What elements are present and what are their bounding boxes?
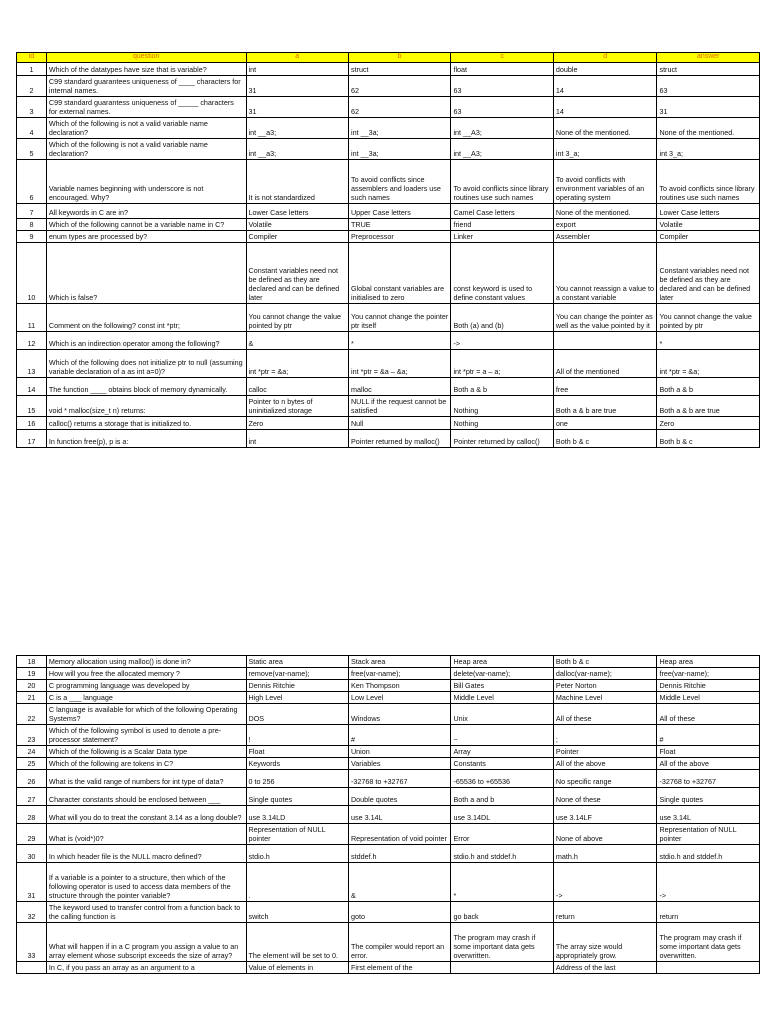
cell-b: -32768 to +32767: [348, 770, 450, 788]
cell-c: const keyword is used to define constant values: [451, 243, 553, 304]
cell-answer: Both a & b are true: [657, 396, 760, 417]
cell-a: use 3.14LD: [246, 806, 348, 824]
cell-id: 17: [17, 430, 47, 448]
cell-question: C99 standard guarantess uniqueness of _____ characters for external names.: [46, 97, 246, 118]
cell-c: Nothing: [451, 396, 553, 417]
cell-answer: struct: [657, 63, 760, 76]
header-question: question: [46, 53, 246, 63]
cell-question: What is the valid range of numbers for int type of data?: [46, 770, 246, 788]
cell-a: Lower Case letters: [246, 204, 348, 219]
cell-question: What is (void*)0?: [46, 824, 246, 845]
cell-id: 23: [17, 725, 47, 746]
cell-answer: None of the mentioned.: [657, 118, 760, 139]
cell-answer: int *ptr = &a;: [657, 350, 760, 378]
cell-answer: free(var-name);: [657, 668, 760, 680]
cell-a: Pointer to n bytes of uninitialized storage: [246, 396, 348, 417]
table-row: [17, 304, 760, 332]
cell-d: Peter Norton: [553, 680, 657, 692]
cell-question: C99 standard guarantees uniqueness of ____ characters for internal names.: [46, 76, 246, 97]
cell-b: Stack area: [348, 656, 450, 668]
cell-question: In C, if you pass an array as an argument to a: [46, 962, 246, 974]
cell-a: int __a3;: [246, 139, 348, 160]
table-row: [17, 231, 760, 243]
cell-b: use 3.14L: [348, 806, 450, 824]
cell-a: 31: [246, 97, 348, 118]
cell-a: Dennis Ritchie: [246, 680, 348, 692]
table-row: [17, 668, 760, 680]
cell-id: 12: [17, 332, 47, 350]
cell-d: math.h: [553, 845, 657, 863]
cell-c: The program may crash if some important data gets overwritten.: [451, 923, 553, 962]
cell-answer: All of the above: [657, 758, 760, 770]
questions-table-bottom-body: [17, 656, 760, 974]
cell-question: In function free(p), p is a:: [46, 430, 246, 448]
table-row: [17, 430, 760, 448]
cell-answer: use 3.14L: [657, 806, 760, 824]
cell-d: None of above: [553, 824, 657, 845]
cell-answer: All of these: [657, 704, 760, 725]
cell-d: [553, 332, 657, 350]
cell-c: Unix: [451, 704, 553, 725]
table-row: [17, 704, 760, 725]
cell-id: 32: [17, 902, 47, 923]
cell-answer: Both b & c: [657, 430, 760, 448]
cell-a: int: [246, 430, 348, 448]
cell-answer: Dennis Ritchie: [657, 680, 760, 692]
cell-question: Which of the following are tokens in C?: [46, 758, 246, 770]
cell-question: The function ____ obtains block of memory dynamically.: [46, 378, 246, 396]
cell-d: All of the above: [553, 758, 657, 770]
cell-d: Assembler: [553, 231, 657, 243]
table-row: [17, 396, 760, 417]
cell-answer: Single quotes: [657, 788, 760, 806]
cell-answer: 31: [657, 97, 760, 118]
table-row: [17, 160, 760, 204]
cell-d: Address of the last: [553, 962, 657, 974]
table-row: [17, 118, 760, 139]
cell-a: !: [246, 725, 348, 746]
table-row: [17, 824, 760, 845]
cell-answer: Middle Level: [657, 692, 760, 704]
cell-a: int __a3;: [246, 118, 348, 139]
cell-c: int *ptr = a – a;: [451, 350, 553, 378]
cell-a: &: [246, 332, 348, 350]
cell-a: Static area: [246, 656, 348, 668]
cell-id: 9: [17, 231, 47, 243]
cell-d: You can change the pointer as well as the value pointed by it: [553, 304, 657, 332]
questions-table-top: [16, 52, 760, 448]
cell-a: DOS: [246, 704, 348, 725]
cell-d: dalloc(var-name);: [553, 668, 657, 680]
cell-a: Value of elements in: [246, 962, 348, 974]
table-row: [17, 76, 760, 97]
cell-b: Upper Case letters: [348, 204, 450, 219]
cell-a: Float: [246, 746, 348, 758]
cell-id: 6: [17, 160, 47, 204]
cell-b: NULL if the request cannot be satisfied: [348, 396, 450, 417]
cell-b: goto: [348, 902, 450, 923]
cell-answer: The program may crash if some important data gets overwritten.: [657, 923, 760, 962]
cell-a: Representation of NULL pointer: [246, 824, 348, 845]
cell-a: Keywords: [246, 758, 348, 770]
cell-question: In which header file is the NULL macro defined?: [46, 845, 246, 863]
cell-id: 25: [17, 758, 47, 770]
cell-a: 0 to 256: [246, 770, 348, 788]
cell-id: 30: [17, 845, 47, 863]
cell-c: Heap area: [451, 656, 553, 668]
cell-id: 15: [17, 396, 47, 417]
cell-a: Volatile: [246, 219, 348, 231]
cell-d: All of the mentioned: [553, 350, 657, 378]
table-row: [17, 902, 760, 923]
cell-b: *: [348, 332, 450, 350]
table-row: [17, 725, 760, 746]
cell-answer: -32768 to +32767: [657, 770, 760, 788]
cell-d: None of the mentioned.: [553, 204, 657, 219]
table-row: [17, 417, 760, 430]
cell-a: stdio.h: [246, 845, 348, 863]
cell-question: Which of the following is not a valid variable name declaration?: [46, 118, 246, 139]
cell-answer: [657, 962, 760, 974]
header-a: a: [246, 53, 348, 63]
cell-question: Which of the following does not initialize ptr to null (assuming variable declaration of a as int a=0)?: [46, 350, 246, 378]
cell-id: 26: [17, 770, 47, 788]
cell-question: Which of the following cannot be a variable name in C?: [46, 219, 246, 231]
header-row: [17, 53, 760, 63]
cell-b: You cannot change the pointer ptr itself: [348, 304, 450, 332]
cell-question: Memory allocation using malloc() is done in?: [46, 656, 246, 668]
cell-question: Which of the following is a Scalar Data type: [46, 746, 246, 758]
cell-answer: Float: [657, 746, 760, 758]
cell-question: Comment on the following? const int *ptr;: [46, 304, 246, 332]
cell-c: Camel Case letters: [451, 204, 553, 219]
cell-c: Array: [451, 746, 553, 758]
cell-c: int __A3;: [451, 118, 553, 139]
table-row: [17, 219, 760, 231]
table-row: [17, 788, 760, 806]
cell-b: struct: [348, 63, 450, 76]
cell-id: 16: [17, 417, 47, 430]
header-answer: answer: [657, 53, 760, 63]
cell-question: C is a ___ language: [46, 692, 246, 704]
cell-id: 33: [17, 923, 47, 962]
cell-b: Null: [348, 417, 450, 430]
cell-id: 14: [17, 378, 47, 396]
cell-d: All of these: [553, 704, 657, 725]
cell-d: use 3.14LF: [553, 806, 657, 824]
cell-answer: stdio.h and stddef.h: [657, 845, 760, 863]
table-row: [17, 863, 760, 902]
cell-a: int *ptr = &a;: [246, 350, 348, 378]
cell-b: free(var-name);: [348, 668, 450, 680]
cell-b: Ken Thompson: [348, 680, 450, 692]
cell-d: To avoid conflicts with environment variables of an operating system: [553, 160, 657, 204]
table-row: [17, 923, 760, 962]
cell-question: C programming language was developed by: [46, 680, 246, 692]
table-row: [17, 656, 760, 668]
cell-answer: Volatile: [657, 219, 760, 231]
table-row: [17, 139, 760, 160]
cell-c: 63: [451, 97, 553, 118]
cell-d: int 3_a;: [553, 139, 657, 160]
cell-c: Bill Gates: [451, 680, 553, 692]
cell-b: Global constant variables are initialised to zero: [348, 243, 450, 304]
cell-id: 18: [17, 656, 47, 668]
cell-c: Linker: [451, 231, 553, 243]
cell-answer: return: [657, 902, 760, 923]
questions-table-bottom: [16, 655, 760, 974]
cell-b: int __3a;: [348, 118, 450, 139]
cell-answer: #: [657, 725, 760, 746]
cell-c: use 3.14DL: [451, 806, 553, 824]
cell-c: ~: [451, 725, 553, 746]
cell-c: Both a & b: [451, 378, 553, 396]
cell-a: int: [246, 63, 348, 76]
cell-b: First element of the: [348, 962, 450, 974]
cell-id: 22: [17, 704, 47, 725]
cell-b: Pointer returned by malloc(): [348, 430, 450, 448]
cell-a: 31: [246, 76, 348, 97]
cell-a: Single quotes: [246, 788, 348, 806]
header-id: id: [17, 53, 47, 63]
cell-id: 8: [17, 219, 47, 231]
cell-answer: int 3_a;: [657, 139, 760, 160]
cell-id: 10: [17, 243, 47, 304]
cell-question: enum types are processed by?: [46, 231, 246, 243]
cell-b: Union: [348, 746, 450, 758]
cell-id: 13: [17, 350, 47, 378]
cell-c: Constants: [451, 758, 553, 770]
cell-id: 21: [17, 692, 47, 704]
cell-answer: *: [657, 332, 760, 350]
cell-id: 5: [17, 139, 47, 160]
cell-c: int __A3;: [451, 139, 553, 160]
cell-question: calloc() returns a storage that is initialized to.: [46, 417, 246, 430]
cell-id: 4: [17, 118, 47, 139]
cell-c: ->: [451, 332, 553, 350]
cell-b: Representation of void pointer: [348, 824, 450, 845]
header-c: c: [451, 53, 553, 63]
cell-b: 62: [348, 97, 450, 118]
cell-d: None of the mentioned.: [553, 118, 657, 139]
cell-d: Both a & b are true: [553, 396, 657, 417]
cell-answer: Lower Case letters: [657, 204, 760, 219]
table-row: [17, 680, 760, 692]
cell-answer: Both a & b: [657, 378, 760, 396]
cell-d: Both b & c: [553, 430, 657, 448]
cell-d: The array size would appropriately grow.: [553, 923, 657, 962]
cell-id: 20: [17, 680, 47, 692]
cell-answer: Compiler: [657, 231, 760, 243]
cell-c: Both (a) and (b): [451, 304, 553, 332]
cell-question: How will you free the allocated memory ?: [46, 668, 246, 680]
cell-answer: You cannot change the value pointed by ptr: [657, 304, 760, 332]
cell-c: Error: [451, 824, 553, 845]
cell-b: &: [348, 863, 450, 902]
header-d: d: [553, 53, 657, 63]
table-row: [17, 63, 760, 76]
cell-answer: ->: [657, 863, 760, 902]
cell-question: Which of the following is not a valid variable name declaration?: [46, 139, 246, 160]
cell-question: Which of the following symbol is used to denote a pre-processor statement?: [46, 725, 246, 746]
cell-a: Constant variables need not be defined as they are declared and can be defined later: [246, 243, 348, 304]
cell-d: None of these: [553, 788, 657, 806]
cell-id: 28: [17, 806, 47, 824]
cell-d: free: [553, 378, 657, 396]
cell-b: Double quotes: [348, 788, 450, 806]
cell-c: stdio.h and stddef.h: [451, 845, 553, 863]
cell-id: 19: [17, 668, 47, 680]
table-row: [17, 806, 760, 824]
cell-c: Both a and b: [451, 788, 553, 806]
cell-c: To avoid conflicts since library routines use such names: [451, 160, 553, 204]
cell-question: All keywords in C are in?: [46, 204, 246, 219]
cell-b: #: [348, 725, 450, 746]
cell-d: ->: [553, 863, 657, 902]
cell-c: 63: [451, 76, 553, 97]
cell-d: return: [553, 902, 657, 923]
table-row: [17, 97, 760, 118]
cell-id: 11: [17, 304, 47, 332]
cell-d: 14: [553, 76, 657, 97]
cell-a: .: [246, 863, 348, 902]
cell-d: Machine Level: [553, 692, 657, 704]
cell-id: 3: [17, 97, 47, 118]
cell-id: 29: [17, 824, 47, 845]
cell-id: [17, 962, 47, 974]
cell-question: void * malloc(size_t n) returns:: [46, 396, 246, 417]
cell-d: No specific range: [553, 770, 657, 788]
cell-id: 27: [17, 788, 47, 806]
cell-c: [451, 962, 553, 974]
cell-a: High Level: [246, 692, 348, 704]
cell-c: Middle Level: [451, 692, 553, 704]
cell-question: C language is available for which of the following Operating Systems?: [46, 704, 246, 725]
cell-id: 24: [17, 746, 47, 758]
cell-a: It is not standardized: [246, 160, 348, 204]
cell-question: The keyword used to transfer control from a function back to the calling function is: [46, 902, 246, 923]
cell-b: Low Level: [348, 692, 450, 704]
cell-b: malloc: [348, 378, 450, 396]
cell-answer: Representation of NULL pointer: [657, 824, 760, 845]
cell-c: go back: [451, 902, 553, 923]
table-row: [17, 204, 760, 219]
header-b: b: [348, 53, 450, 63]
cell-answer: Zero: [657, 417, 760, 430]
table-row: [17, 332, 760, 350]
table-row: [17, 770, 760, 788]
cell-b: int __3a;: [348, 139, 450, 160]
cell-question: Which is false?: [46, 243, 246, 304]
cell-c: float: [451, 63, 553, 76]
cell-b: Preprocessor: [348, 231, 450, 243]
cell-a: You cannot change the value pointed by ptr: [246, 304, 348, 332]
cell-id: 1: [17, 63, 47, 76]
cell-c: Pointer returned by calloc(): [451, 430, 553, 448]
table-row: [17, 350, 760, 378]
cell-question: What will you do to treat the constant 3.14 as a long double?: [46, 806, 246, 824]
cell-b: The compiler would report an error.: [348, 923, 450, 962]
table-row: [17, 962, 760, 974]
table-row: [17, 692, 760, 704]
cell-d: Both b & c: [553, 656, 657, 668]
cell-answer: To avoid conflicts since library routines use such names: [657, 160, 760, 204]
cell-id: 31: [17, 863, 47, 902]
cell-b: Windows: [348, 704, 450, 725]
cell-a: calloc: [246, 378, 348, 396]
cell-c: -65536 to +65536: [451, 770, 553, 788]
cell-b: To avoid conflicts since assemblers and loaders use such names: [348, 160, 450, 204]
table-row: [17, 758, 760, 770]
cell-d: double: [553, 63, 657, 76]
cell-a: The element will be set to 0.: [246, 923, 348, 962]
cell-d: You cannot reassign a value to a constant variable: [553, 243, 657, 304]
cell-d: one: [553, 417, 657, 430]
cell-b: TRUE: [348, 219, 450, 231]
cell-a: remove(var-name);: [246, 668, 348, 680]
cell-d: ;: [553, 725, 657, 746]
questions-table-top-body: [17, 53, 760, 448]
table-row: [17, 845, 760, 863]
cell-answer: 63: [657, 76, 760, 97]
table-row: [17, 378, 760, 396]
cell-id: 7: [17, 204, 47, 219]
cell-d: export: [553, 219, 657, 231]
cell-a: Compiler: [246, 231, 348, 243]
cell-c: friend: [451, 219, 553, 231]
cell-question: Which of the datatypes have size that is variable?: [46, 63, 246, 76]
cell-question: What will happen if in a C program you assign a value to an array element whose subscript exceeds the size of array?: [46, 923, 246, 962]
cell-d: Pointer: [553, 746, 657, 758]
cell-question: Which is an indirection operator among the following?: [46, 332, 246, 350]
cell-c: *: [451, 863, 553, 902]
cell-question: Variable names beginning with underscore is not encouraged. Why?: [46, 160, 246, 204]
cell-id: 2: [17, 76, 47, 97]
cell-question: Character constants should be enclosed between ___: [46, 788, 246, 806]
cell-b: Variables: [348, 758, 450, 770]
table-row: [17, 746, 760, 758]
cell-c: Nothing: [451, 417, 553, 430]
cell-a: switch: [246, 902, 348, 923]
cell-answer: Constant variables need not be defined as they are declared and can be defined later: [657, 243, 760, 304]
cell-a: Zero: [246, 417, 348, 430]
cell-b: int *ptr = &a – &a;: [348, 350, 450, 378]
cell-b: 62: [348, 76, 450, 97]
cell-b: stddef.h: [348, 845, 450, 863]
cell-d: 14: [553, 97, 657, 118]
cell-answer: Heap area: [657, 656, 760, 668]
cell-c: delete(var-name);: [451, 668, 553, 680]
table-row: [17, 243, 760, 304]
cell-question: If a variable is a pointer to a structure, then which of the following operator is used to access data members of the structure through the pointer variable?: [46, 863, 246, 902]
